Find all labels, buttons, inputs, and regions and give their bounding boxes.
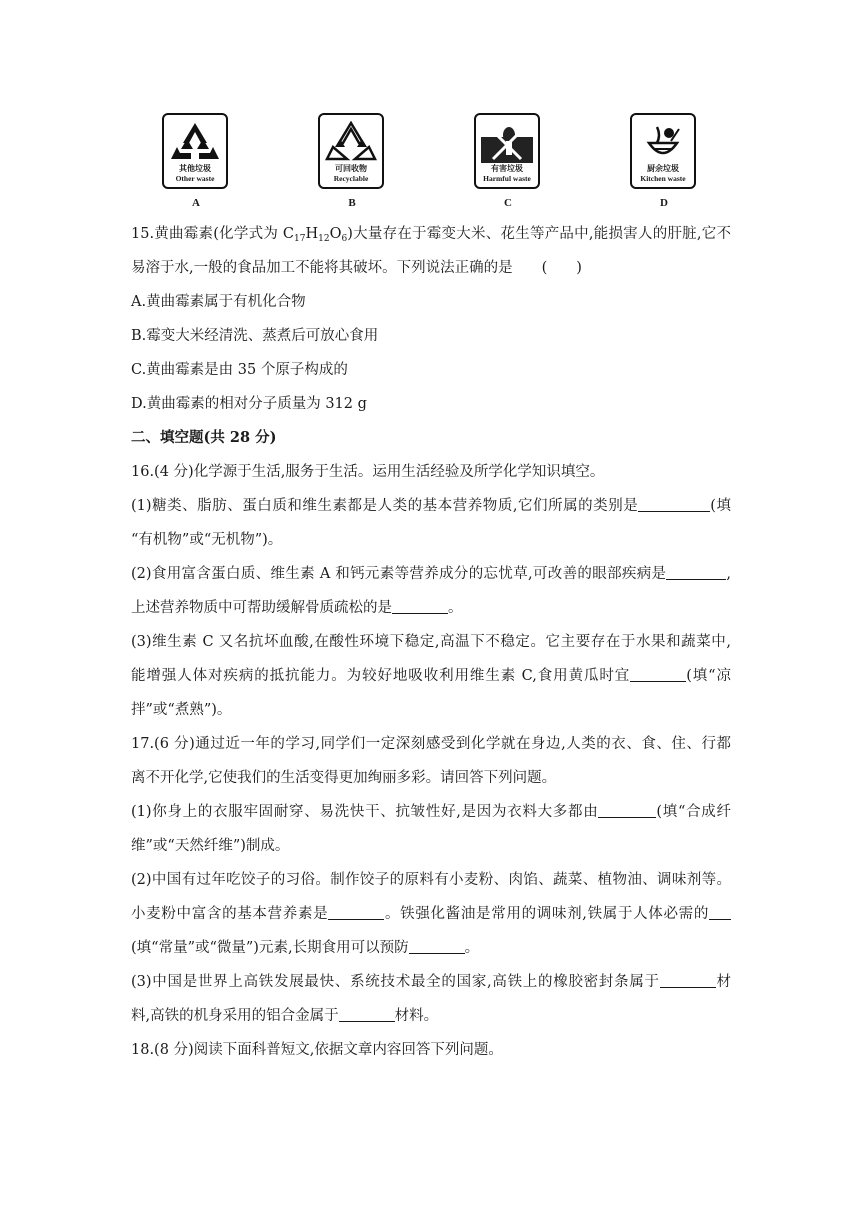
q16-part1-line1: (1)糖类、脂肪、蛋白质和维生素都是人类的基本营养物质,它们所属的类别是 (填: [131, 498, 731, 514]
waste-sign-cn-label: 其他垃圾: [179, 164, 211, 173]
q15-stem-line2: 易溶于水,一般的食品加工不能将其破坏。下列说法正确的是 ( ): [131, 260, 582, 276]
q16-part2-line1: (2)食用富含蛋白质、维生素 A 和钙元素等营养成分的忘忧草,可改善的眼部疾病是 ,: [131, 566, 731, 582]
option-letter: B: [348, 197, 356, 209]
waste-sign-b: [318, 113, 386, 209]
q16-part3-line1: (3)维生素 C 又名抗坏血酸,在酸性环境下稳定,高温下不稳定。它主要存在于水果和蔬菜中,: [131, 634, 731, 650]
answer-blank[interactable]: [598, 803, 656, 818]
answer-blank[interactable]: [630, 667, 686, 682]
waste-sign-c: [474, 113, 542, 209]
q17-part2-line3: (填“常量”或“微量”)元素,长期食用可以预防 。: [131, 940, 480, 956]
kitchen-waste-icon: [635, 119, 691, 165]
option-letter: D: [660, 197, 668, 209]
recycle-icon: [167, 119, 223, 165]
answer-blank[interactable]: [666, 565, 726, 580]
waste-sign-frame: [318, 113, 384, 189]
answer-blank[interactable]: [660, 973, 716, 988]
q15-option-d: D.黄曲霉素的相对分子质量为 312 g: [131, 396, 367, 412]
q15-option-c: C.黄曲霉素是由 35 个原子构成的: [131, 362, 348, 378]
waste-sign-en-label: Harmful waste: [483, 174, 531, 183]
option-letter: C: [504, 197, 512, 209]
answer-blank[interactable]: [709, 905, 731, 920]
waste-sign-a: [162, 113, 230, 209]
q18-stem: 18.(8 分)阅读下面科普短文,依据文章内容回答下列问题。: [131, 1042, 503, 1058]
harmful-waste-icon: [479, 119, 535, 165]
answer-blank[interactable]: [339, 1007, 395, 1022]
q17-part2-line2: 小麦粉中富含的基本营养素是 。铁强化酱油是常用的调味剂,铁属于人体必需的: [131, 903, 731, 925]
waste-sign-en-label: Other waste: [175, 174, 215, 183]
waste-sign-frame: [630, 113, 696, 189]
q16-part3-line3: 拌”或“煮熟”)。: [131, 702, 232, 718]
section-heading: 二、填空题(共 28 分): [131, 429, 277, 446]
q17-part1-line2: 维”或“天然纤维”)制成。: [131, 838, 290, 854]
waste-sign-en-label: Kitchen waste: [640, 174, 686, 183]
recycle-icon: [323, 119, 379, 165]
waste-sign-cn-label: 厨余垃圾: [647, 164, 679, 173]
q17-stem-line2: 离不开化学,它使我们的生活变得更加绚丽多彩。请回答下列问题。: [131, 770, 557, 786]
waste-sign-frame: [474, 113, 540, 189]
answer-blank[interactable]: [328, 905, 384, 920]
waste-sign-cn-label: 可回收物: [335, 164, 367, 173]
waste-sign-en-label: Recyclable: [333, 174, 369, 183]
q15-stem-line1: 15.黄曲霉素(化学式为 $C_{17}H_{12}O_6$)大量存在于霉变大米、花生等产品中,能损害人的肝脏,它不: [131, 226, 731, 244]
q17-stem-line1: 17.(6 分)通过近一年的学习,同学们一定深刻感受到化学就在身边,人类的衣、食、住、行都: [131, 736, 731, 752]
q16-part1-line2: “有机物”或“无机物”)。: [131, 532, 283, 548]
waste-sign-row: [0, 113, 860, 213]
q15-option-b: B.霉变大米经清洗、蒸煮后可放心食用: [131, 328, 379, 344]
q17-part3-line2: 料,高铁的机身采用的铝合金属于 材料。: [131, 1008, 439, 1024]
q16-part2-line2: 上述营养物质中可帮助缓解骨质疏松的是 。: [131, 600, 463, 616]
q16-part3-line2: 能增强人体对疾病的抵抗能力。为较好地吸收利用维生素 C,食用黄瓜时宜 (填“凉: [131, 668, 731, 684]
waste-sign-d: [630, 113, 698, 209]
q15-option-a: A.黄曲霉素属于有机化合物: [131, 294, 306, 310]
answer-blank[interactable]: [409, 939, 465, 954]
waste-sign-frame: [162, 113, 228, 189]
waste-sign-cn-label: 有害垃圾: [491, 164, 523, 173]
q17-part1-line1: (1)你身上的衣服牢固耐穿、易洗快干、抗皱性好,是因为衣料大多都由 (填“合成纤: [131, 804, 731, 820]
q16-stem: 16.(4 分)化学源于生活,服务于生活。运用生活经验及所学化学知识填空。: [131, 464, 605, 480]
option-letter: A: [192, 197, 200, 209]
q17-part3-line1: (3)中国是世界上高铁发展最快、系统技术最全的国家,高铁上的橡胶密封条属于 材: [131, 974, 731, 990]
answer-blank[interactable]: [638, 497, 710, 512]
answer-blank[interactable]: [392, 599, 448, 614]
q17-part2-line1: (2)中国有过年吃饺子的习俗。制作饺子的原料有小麦粉、肉馅、蔬菜、植物油、调味剂等。: [131, 872, 731, 888]
